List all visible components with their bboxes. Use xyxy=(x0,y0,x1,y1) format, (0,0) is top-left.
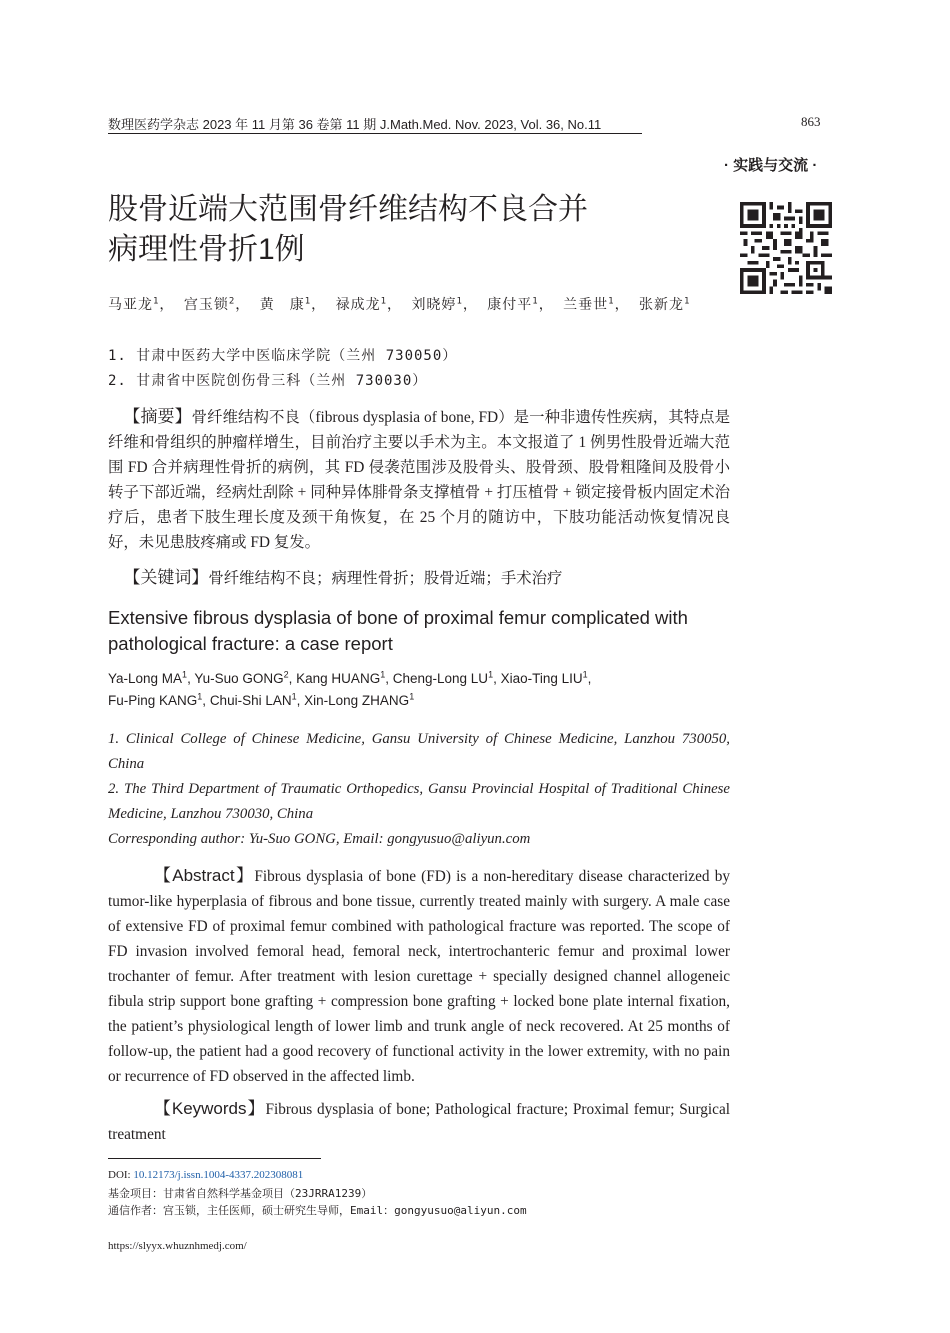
author: 禄成龙$^1$ xyxy=(335,296,387,313)
abstract-en xyxy=(108,863,730,1089)
affiliation: 2. The Third Department of Traumatic Orthopedics, Gansu Provincial Hospital of Traditional Chinese Medicine, Lanzhou 730030, China xyxy=(108,781,730,822)
author: 康付平$^1$ xyxy=(487,296,539,313)
corresponding-note: 通信作者：宫玉锁，主任医师，硕士研究生导师，Email：gongyusuo@aliyun.com xyxy=(108,1204,527,1217)
footnote-rule xyxy=(108,1158,321,1159)
author: Yu-Suo GONG$^2$ xyxy=(194,669,289,686)
author: 黄 康$^1$ xyxy=(259,296,312,313)
abstract-en-text: Fibrous dysplasia of bone (FD) is a non-hereditary disease characterized by tumor-like hyperplasia of fibrous and bone tissue, currently treated mainly with surgery. A male case of extensive FD of proximal femur combined with pathological fracture was reported. The scope of FD invasion involved femoral head, femoral neck, intertrochanteric femur and proximal lower trochanter of femur. After treatment with lesion curettage + specially designed channel allogeneic fibula strip support bone grafting + compression bone grafting + locked bone plate internal fixation, the patient’s physiological length of lower limb and trunk angle of neck recovered. At 25 months of follow-up, the patient had a good recovery of functional activity in the lower extremity, with no pain or recurrence of FD observed in the affected limb. xyxy=(108,868,731,1085)
affiliations-en xyxy=(108,727,730,852)
article-title-cn xyxy=(108,190,668,270)
affiliation: 1. Clinical College of Chinese Medicine, Gansu University of Chinese Medicine, Lanzhou 730050, China xyxy=(108,731,730,772)
keywords-cn-text: 骨纤维结构不良；病理性骨折；股骨近端；手术治疗 xyxy=(208,570,563,587)
authors-cn: 马亚龙$^1$， 宫玉锁$^2$， 黄 康$^1$， 禄成龙$^1$， 刘晓婷$^1$， 康付平$^1$， 兰垂世$^1$， 张新龙$^1$ xyxy=(108,296,691,313)
footnotes xyxy=(108,1166,527,1220)
journal-header: 数理医药学杂志 2023 年 11 月第 36 卷第 11 期 J.Math.Med. Nov. 2023, Vol. 36, No.11 xyxy=(108,117,602,132)
affiliation: 1. 甘肃中医药大学中医临床学院（兰州 730050） xyxy=(108,348,458,364)
site-url-link[interactable]: https://slyyx.whuznhmedj.com/ xyxy=(108,1240,247,1252)
author: Fu-Ping KANG$^1$ xyxy=(108,691,203,708)
abstract-cn-text: 骨纤维结构不良（fibrous dysplasia of bone, FD）是一种非遗传性疾病，其特点是纤维和骨组织的肿瘤样增生，目前治疗主要以手术为主。本文报道了 1 例男性股骨近端大范围 FD 合并病理性骨折的病例，其 FD 侵袭范围涉及股骨头、股骨颈、股骨粗隆间及股骨小转子下部近端，经病灶刮除 + 同种异体腓骨条支撑植骨 + 打压植骨 + 锁定接骨板内固定术治疗后，患者下肢生理长度及颈干角恢复，在 25 个月的随访中，下肢功能活动恢复情况良好，未见患肢疼痛或 FD 复发。 xyxy=(108,409,731,551)
author: Xin-Long ZHANG$^1$ xyxy=(304,691,415,708)
qr-code-icon xyxy=(740,202,832,294)
author: Ya-Long $MA^1$ xyxy=(108,669,188,686)
author: 张新龙$^1$ xyxy=(639,296,691,313)
author: Kang HUANG$^1$ xyxy=(296,669,386,686)
abstract-cn xyxy=(108,405,730,555)
fund-note: 基金项目：甘肃省自然科学基金项目（23JRRA1239） xyxy=(108,1186,373,1200)
affiliation: 2. 甘肃省中医院创伤骨三科（兰州 730030） xyxy=(108,373,428,389)
author: Cheng-Long $LU^1$ xyxy=(392,669,494,686)
keywords-en-text: Fibrous dysplasia of bone; Pathological fracture; Proximal femur; Surgical treatment xyxy=(108,1101,730,1143)
doi-link[interactable]: 10.12173/j.issn.1004-4337.202308081 xyxy=(133,1169,304,1181)
affiliations-cn xyxy=(108,344,457,394)
doi-line: DOI: 10.12173/j.issn.1004-4337.202308081 xyxy=(108,1169,304,1181)
author: 刘晓婷$^1$ xyxy=(411,296,463,313)
page-number: 863 xyxy=(801,114,821,129)
header-rule xyxy=(108,133,642,134)
author: 马亚龙$^1$ xyxy=(108,296,160,313)
title-line-2: 病理性骨折1例 xyxy=(108,233,305,266)
author: Xiao-Ting LIU$^1$ xyxy=(500,669,588,686)
author: 宫玉锁$^2$ xyxy=(183,296,236,313)
keywords-en xyxy=(108,1096,730,1147)
author: Chui-Shi LAN$^1$ xyxy=(209,691,297,708)
article-title-en: Extensive fibrous dysplasia of bone of proximal femur complicated with pathological fracture: a case report xyxy=(108,607,688,654)
keywords-cn xyxy=(108,566,730,591)
title-line-1: 股骨近端大范围骨纤维结构不良合并 xyxy=(108,193,588,226)
keywords-cn-label: 【关键词】 xyxy=(123,568,209,588)
abstract-cn-label: 【摘要】 xyxy=(123,407,192,427)
corresponding-author: Corresponding author: Yu-Suo GONG, Email: gongyusuo@aliyun.com xyxy=(108,831,531,847)
authors-en: Ya-Long $MA^1$, Yu-Suo GONG$^2$, Kang HUANG$^1$, Cheng-Long $LU^1$, Xiao-Ting LIU$^1$, Fu-Ping KANG$^1$, Chui-Shi LAN$^1$, Xin-Long ZHANG$^1$ xyxy=(108,669,592,708)
author: 兰垂世$^1$ xyxy=(563,296,615,313)
keywords-en-label: 【Keywords】 xyxy=(153,1099,266,1118)
section-label: · 实践与交流 · xyxy=(724,157,818,174)
abstract-en-label: 【Abstract】 xyxy=(153,866,255,885)
